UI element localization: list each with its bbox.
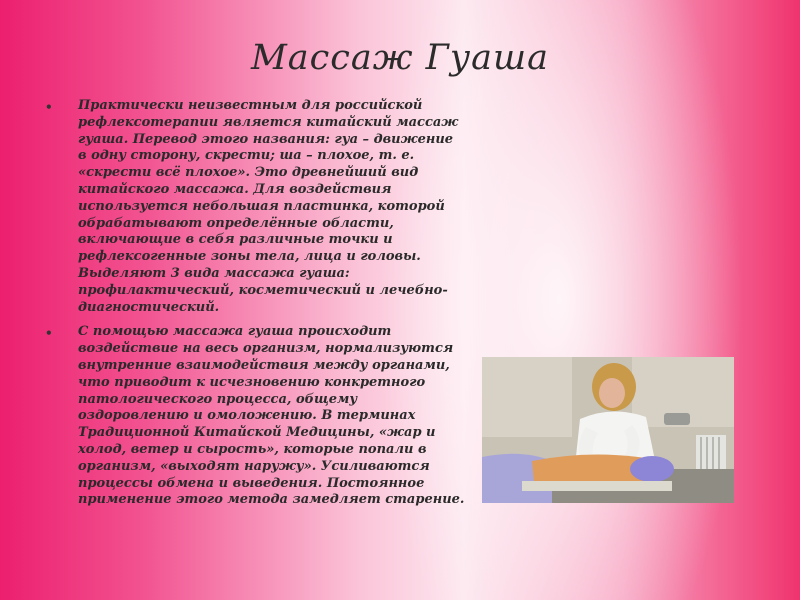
bullet-item	[45, 324, 465, 509]
massage-photo	[482, 357, 734, 503]
bullet-dot-icon: •	[45, 326, 53, 341]
bullet-text: Практически неизвестным для российской рефлексотерапии является китайский массаж гуаша. Перевод этого названия: гуа – движение в одну сторону, скрести; ша – плохое, т. е. «скрести всё плохое». Это древнейший вид китайского массажа. Для воздействия используется небольшая пластинка, которой обрабатывают определённые области, включающие в себя различные точки и рефлексогенные зоны тела, лица и головы. Выделяют 3 вида массажа гуаша: профилактический, косметический и лечебно-диагностический.	[78, 98, 459, 315]
bullet-item	[45, 98, 465, 316]
slide-title: Массаж Гуаша	[250, 38, 550, 78]
bullet-dot-icon: •	[45, 100, 53, 114]
bullet-list	[45, 98, 465, 517]
bullet-text: С помощью массажа гуаша происходит воздействие на весь организм, нормализуются внутренние взаимодействия между органами, что приводит к исчезновению конкретного патологического процесса, общему оздоровлению и омоложению. В терминах Традиционной Китайской Медицины, «жар и холод, ветер и сырость», которые попали в организм, «выходят наружу». Усиливаются процессы обмена и выведения. Постоянное применение этого метода замедляет старение.	[78, 324, 465, 508]
